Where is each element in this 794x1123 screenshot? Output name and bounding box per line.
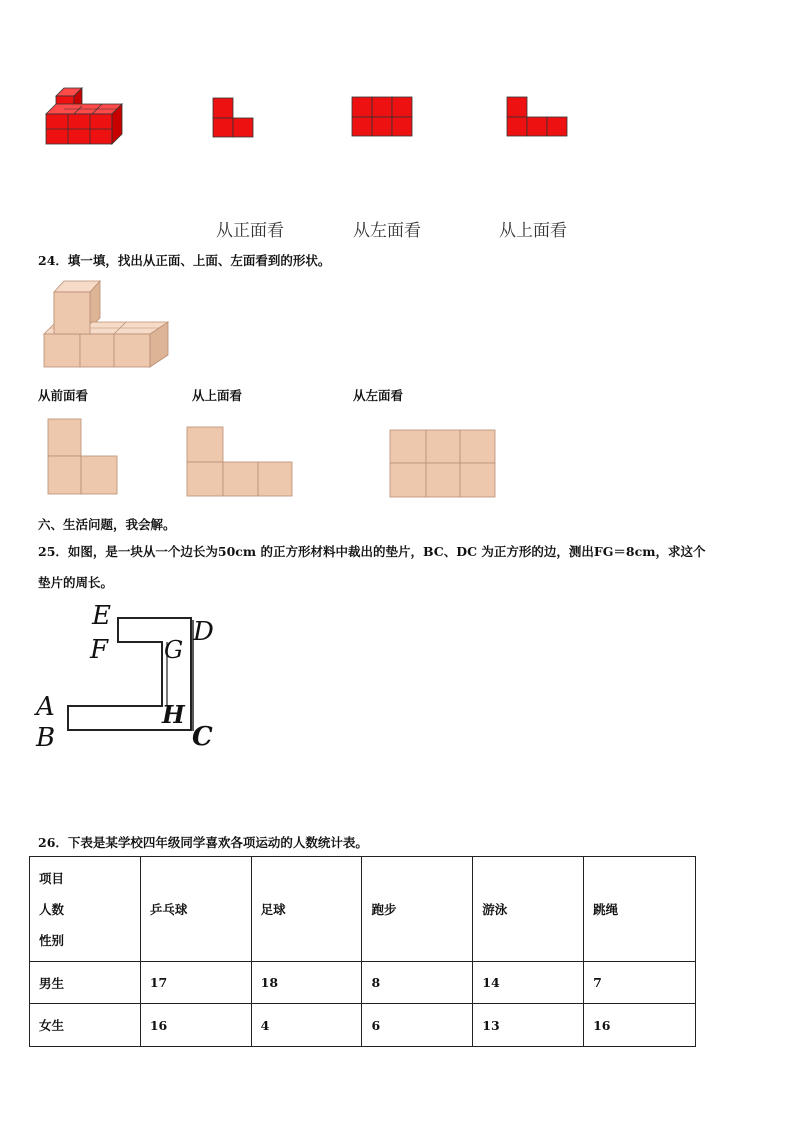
- table-header-row: [30, 857, 696, 962]
- label-A: A: [36, 692, 55, 722]
- table-cell: 18: [251, 962, 362, 1004]
- label-left-view: 从左面看: [353, 221, 421, 241]
- col-header-jumprope: 跳绳: [584, 857, 696, 962]
- corner-count-label: 人数: [39, 901, 65, 917]
- table-cell: 4: [251, 1004, 362, 1047]
- label-B: B: [36, 723, 56, 753]
- question-26-text: 26．下表是某学校四年级同学喜欢各项运动的人数统计表。: [38, 835, 368, 850]
- label-from-top: 从上面看: [192, 388, 243, 403]
- row-label-girls: 女生: [30, 1004, 141, 1047]
- row-label-boys: 男生: [30, 962, 141, 1004]
- label-front-view: 从正面看: [216, 221, 284, 241]
- red-front-view-shape: [212, 97, 256, 139]
- sports-stats-table: [29, 856, 696, 1047]
- label-top-view: 从上面看: [499, 221, 567, 241]
- label-G: G: [164, 636, 184, 664]
- table-row: [30, 1004, 696, 1047]
- col-header-running: 跑步: [362, 857, 473, 962]
- corner-item-label: 项目: [39, 870, 65, 886]
- table-cell: 7: [584, 962, 696, 1004]
- table-cell: 14: [473, 962, 584, 1004]
- table-cell: 16: [140, 1004, 251, 1047]
- red-cube-solid: [40, 82, 130, 148]
- col-header-pingpong: 乒乓球: [140, 857, 251, 962]
- corner-gender-label: 性别: [39, 932, 65, 948]
- table-cell: 16: [584, 1004, 696, 1047]
- table-corner-cell: [30, 857, 141, 962]
- label-from-left: 从左面看: [353, 388, 404, 403]
- label-F: F: [90, 635, 109, 665]
- red-left-view-shape: [351, 96, 415, 138]
- label-E: E: [92, 601, 111, 631]
- question-25-line2: 垫片的周长。: [38, 575, 114, 590]
- tan-left-view-shape: [389, 429, 497, 499]
- label-H: H: [162, 700, 185, 729]
- gasket-figure: [34, 598, 224, 754]
- col-header-swimming: 游泳: [473, 857, 584, 962]
- label-C: C: [192, 722, 213, 752]
- table-cell: 8: [362, 962, 473, 1004]
- table-cell: 17: [140, 962, 251, 1004]
- col-header-football: 足球: [251, 857, 362, 962]
- section-6-title: 六、生活问题，我会解。: [38, 517, 176, 532]
- question-25-line1: 25．如图，是一块从一个边长为50cm 的正方形材料中裁出的垫片，BC、DC 为正方形的边，测出FG＝8cm，求这个: [38, 544, 706, 559]
- label-from-front: 从前面看: [38, 388, 89, 403]
- question-24-text: 24．填一填，找出从正面、上面、左面看到的形状。: [38, 253, 331, 268]
- label-D: D: [193, 617, 214, 647]
- red-top-view-shape: [506, 96, 570, 138]
- table-row: [30, 962, 696, 1004]
- tan-front-view-shape: [47, 418, 119, 496]
- table-cell: 13: [473, 1004, 584, 1047]
- table-cell: 6: [362, 1004, 473, 1047]
- tan-cube-solid: [42, 278, 172, 370]
- tan-top-view-shape: [186, 426, 294, 498]
